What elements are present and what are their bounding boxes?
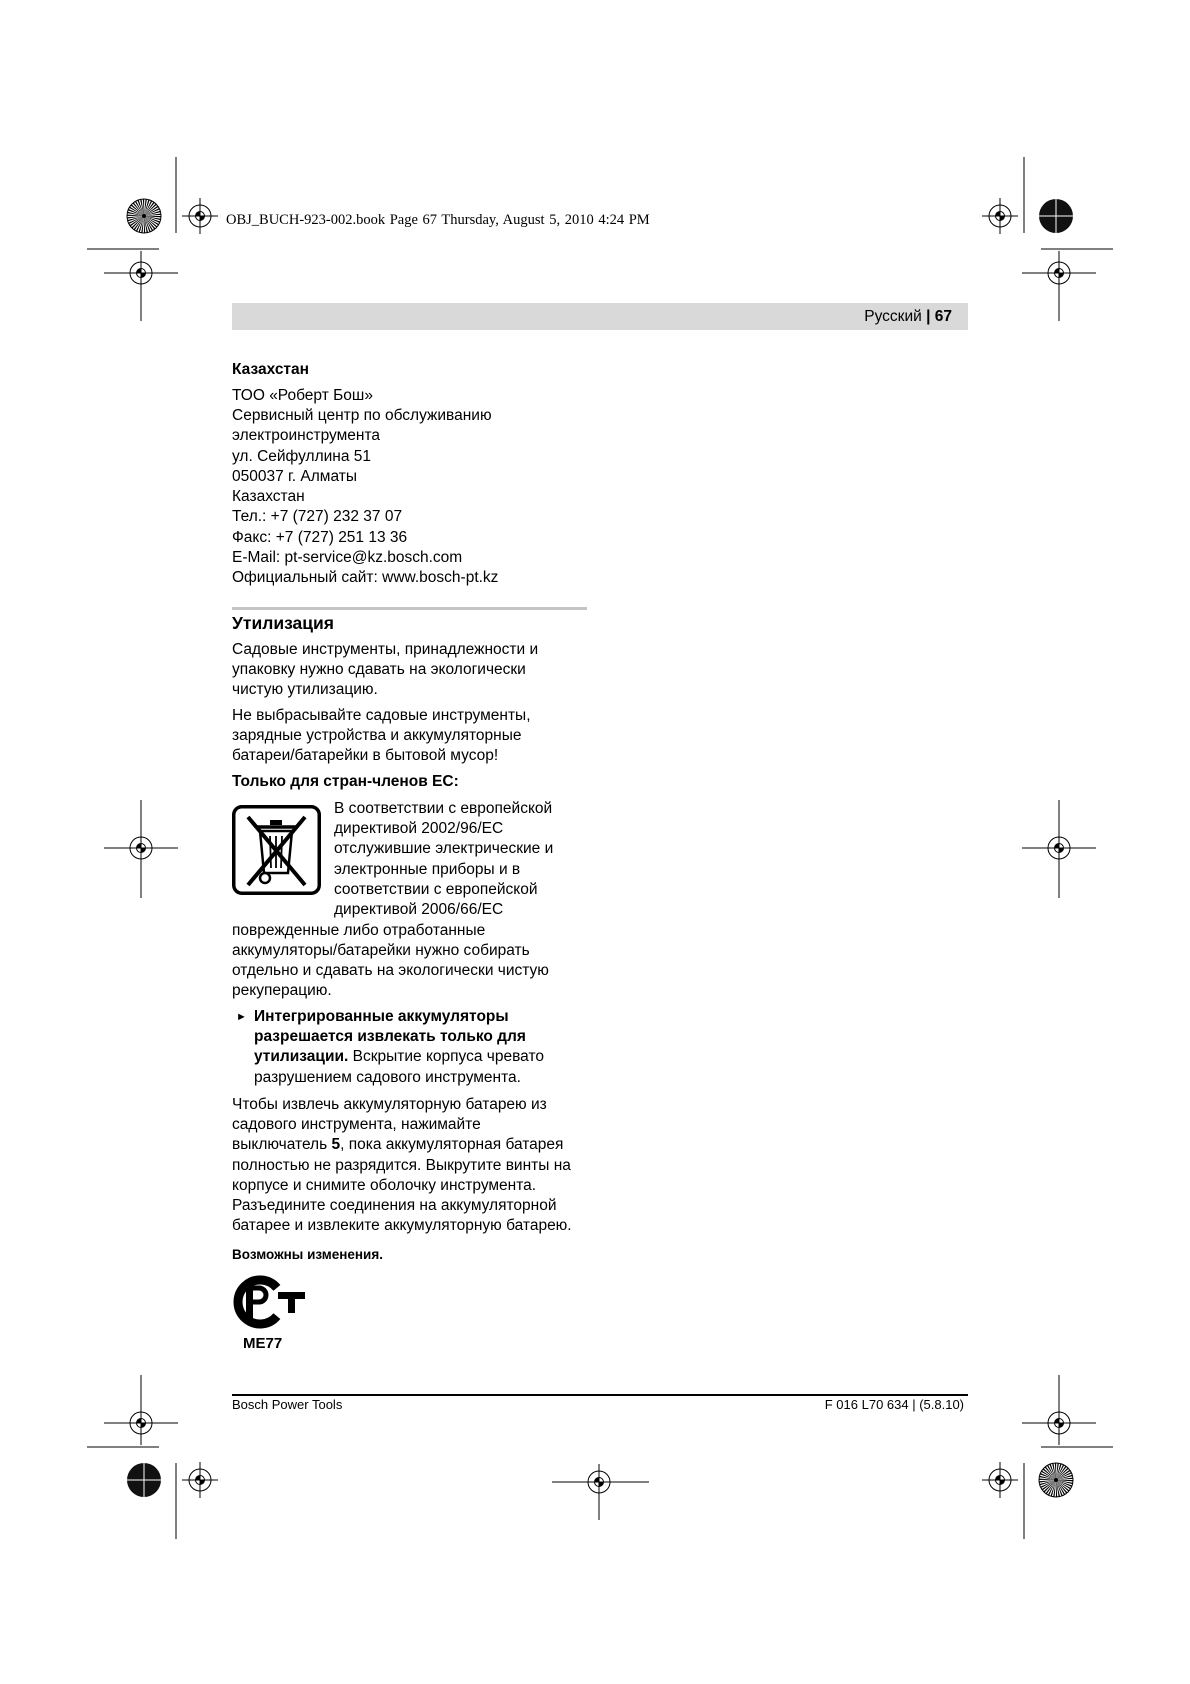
warning-bold-text: утилизации. (254, 1048, 349, 1066)
text-line: Не выбрасывайте садовые инструменты, (232, 707, 531, 724)
text-line: аккумуляторы/батарейки нужно собирать (232, 941, 530, 959)
contact-line: электроинструмента (232, 427, 380, 445)
text-line: Чтобы извлечь аккумуляторную батарею из (232, 1096, 547, 1113)
warning-line (254, 1047, 544, 1067)
print-slug: OBJ_BUCH-923-002.book Page 67 Thursday, August 5, 2010 4:24 PM (226, 212, 650, 228)
registration-mark (581, 1464, 617, 1500)
header-separator: | (926, 308, 931, 325)
weee-directive-text-continued (232, 921, 549, 1002)
disposal-heading: Утилизация (232, 613, 335, 633)
warning-line: разрешается извлекать только для (254, 1028, 526, 1046)
text-line: батарее и извлеките аккумуляторную батарею. (232, 1217, 572, 1235)
switch-reference-number: 5 (331, 1136, 341, 1154)
contact-line: Казахстан (232, 488, 305, 506)
contact-email: E-Mail: pt-service@kz.bosch.com (232, 548, 463, 566)
pct-certification-mark (232, 1275, 306, 1329)
text-line: соответствии с европейской (334, 880, 538, 898)
changes-note: Возможны изменения. (232, 1247, 383, 1262)
crossed-out-wheelie-bin-icon (232, 805, 321, 895)
warning-line: разрушением садового инструмента. (254, 1068, 521, 1086)
text-line: электронные приборы и в (334, 860, 521, 878)
text-line: корпусе и снимите оболочку инструмента. (232, 1176, 537, 1194)
battery-removal-instructions (232, 1095, 572, 1237)
text-line: отдельно и сдавать на экологически чистую (232, 961, 549, 979)
text-line: Разъедините соединения на аккумуляторной (232, 1197, 557, 1215)
header-language: Русский (864, 308, 922, 325)
contact-line: ТОО «Роберт Бош» (232, 387, 373, 404)
footer-divider (232, 1394, 968, 1396)
contact-line: Сервисный центр по обслуживанию (232, 407, 492, 425)
registration-mark (1041, 255, 1077, 291)
text-line: упаковку нужно сдавать на экологически (232, 661, 526, 679)
text-line: Садовые инструменты, принадлежности и (232, 641, 539, 658)
text-line: директивой 2002/96/EC (334, 820, 504, 838)
contact-line: 050037 г. Алматы (232, 467, 357, 485)
country-heading: Казахстан (232, 361, 310, 378)
registration-mark (182, 1462, 218, 1498)
contact-line: ул. Сейфуллина 51 (232, 447, 372, 465)
text-line: В соответствии с европейской (334, 800, 553, 817)
registration-mark (1041, 830, 1077, 866)
weee-directive-text (334, 799, 553, 920)
warning-line: Интегрированные аккумуляторы (254, 1008, 509, 1025)
switch-line-before: выключатель (232, 1136, 332, 1154)
registration-mark (123, 1405, 159, 1441)
switch-line-after: , пока аккумуляторная батарея (340, 1136, 564, 1154)
registration-mark (182, 198, 218, 234)
text-line: батареи/батарейки в бытовой мусор! (232, 747, 499, 765)
eu-only-heading: Только для стран-членов ЕС: (232, 773, 459, 790)
certification-code: ME77 (243, 1335, 283, 1352)
contact-fax: Факс: +7 (727) 251 13 36 (232, 528, 408, 546)
text-line: садового инструмента, нажимайте (232, 1116, 481, 1134)
disposal-paragraph (232, 640, 538, 701)
warning-normal-text: Вскрытие корпуса чревато (348, 1048, 544, 1066)
text-line: зарядные устройства и аккумуляторные (232, 727, 522, 745)
page-number: 67 (934, 308, 952, 325)
text-line: поврежденные либо отработанные (232, 921, 486, 939)
footer-document-number: F 016 L70 634 | (5.8.10) (824, 1397, 964, 1412)
page-header-bar (232, 303, 968, 330)
service-contact (232, 386, 498, 588)
registration-mark (123, 830, 159, 866)
color-bar-sunburst-icon (127, 199, 161, 233)
color-bar-dark-disc-icon (1039, 199, 1073, 233)
section-divider (232, 607, 587, 610)
contact-phone: Тел.: +7 (727) 232 37 07 (232, 508, 403, 526)
registration-mark (123, 255, 159, 291)
bullet-arrow-icon: ► (236, 1011, 247, 1023)
text-line: рекуперацию. (232, 982, 332, 1000)
footer-brand: Bosch Power Tools (232, 1397, 343, 1412)
color-bar-sunburst-icon (1039, 1463, 1073, 1497)
registration-mark (982, 1462, 1018, 1498)
disposal-paragraph (232, 706, 531, 767)
text-line (232, 1135, 572, 1155)
color-bar-dark-disc-icon (127, 1463, 161, 1497)
text-line: полностью не разрядится. Выкрутите винты на (232, 1156, 571, 1174)
contact-website: Официальный сайт: www.bosch-pt.kz (232, 569, 499, 587)
text-line: отслужившие электрические и (334, 840, 554, 858)
registration-mark (982, 198, 1018, 234)
text-line: директивой 2006/66/EC (334, 901, 504, 919)
text-line: чистую утилизацию. (232, 681, 378, 699)
registration-mark (1041, 1405, 1077, 1441)
